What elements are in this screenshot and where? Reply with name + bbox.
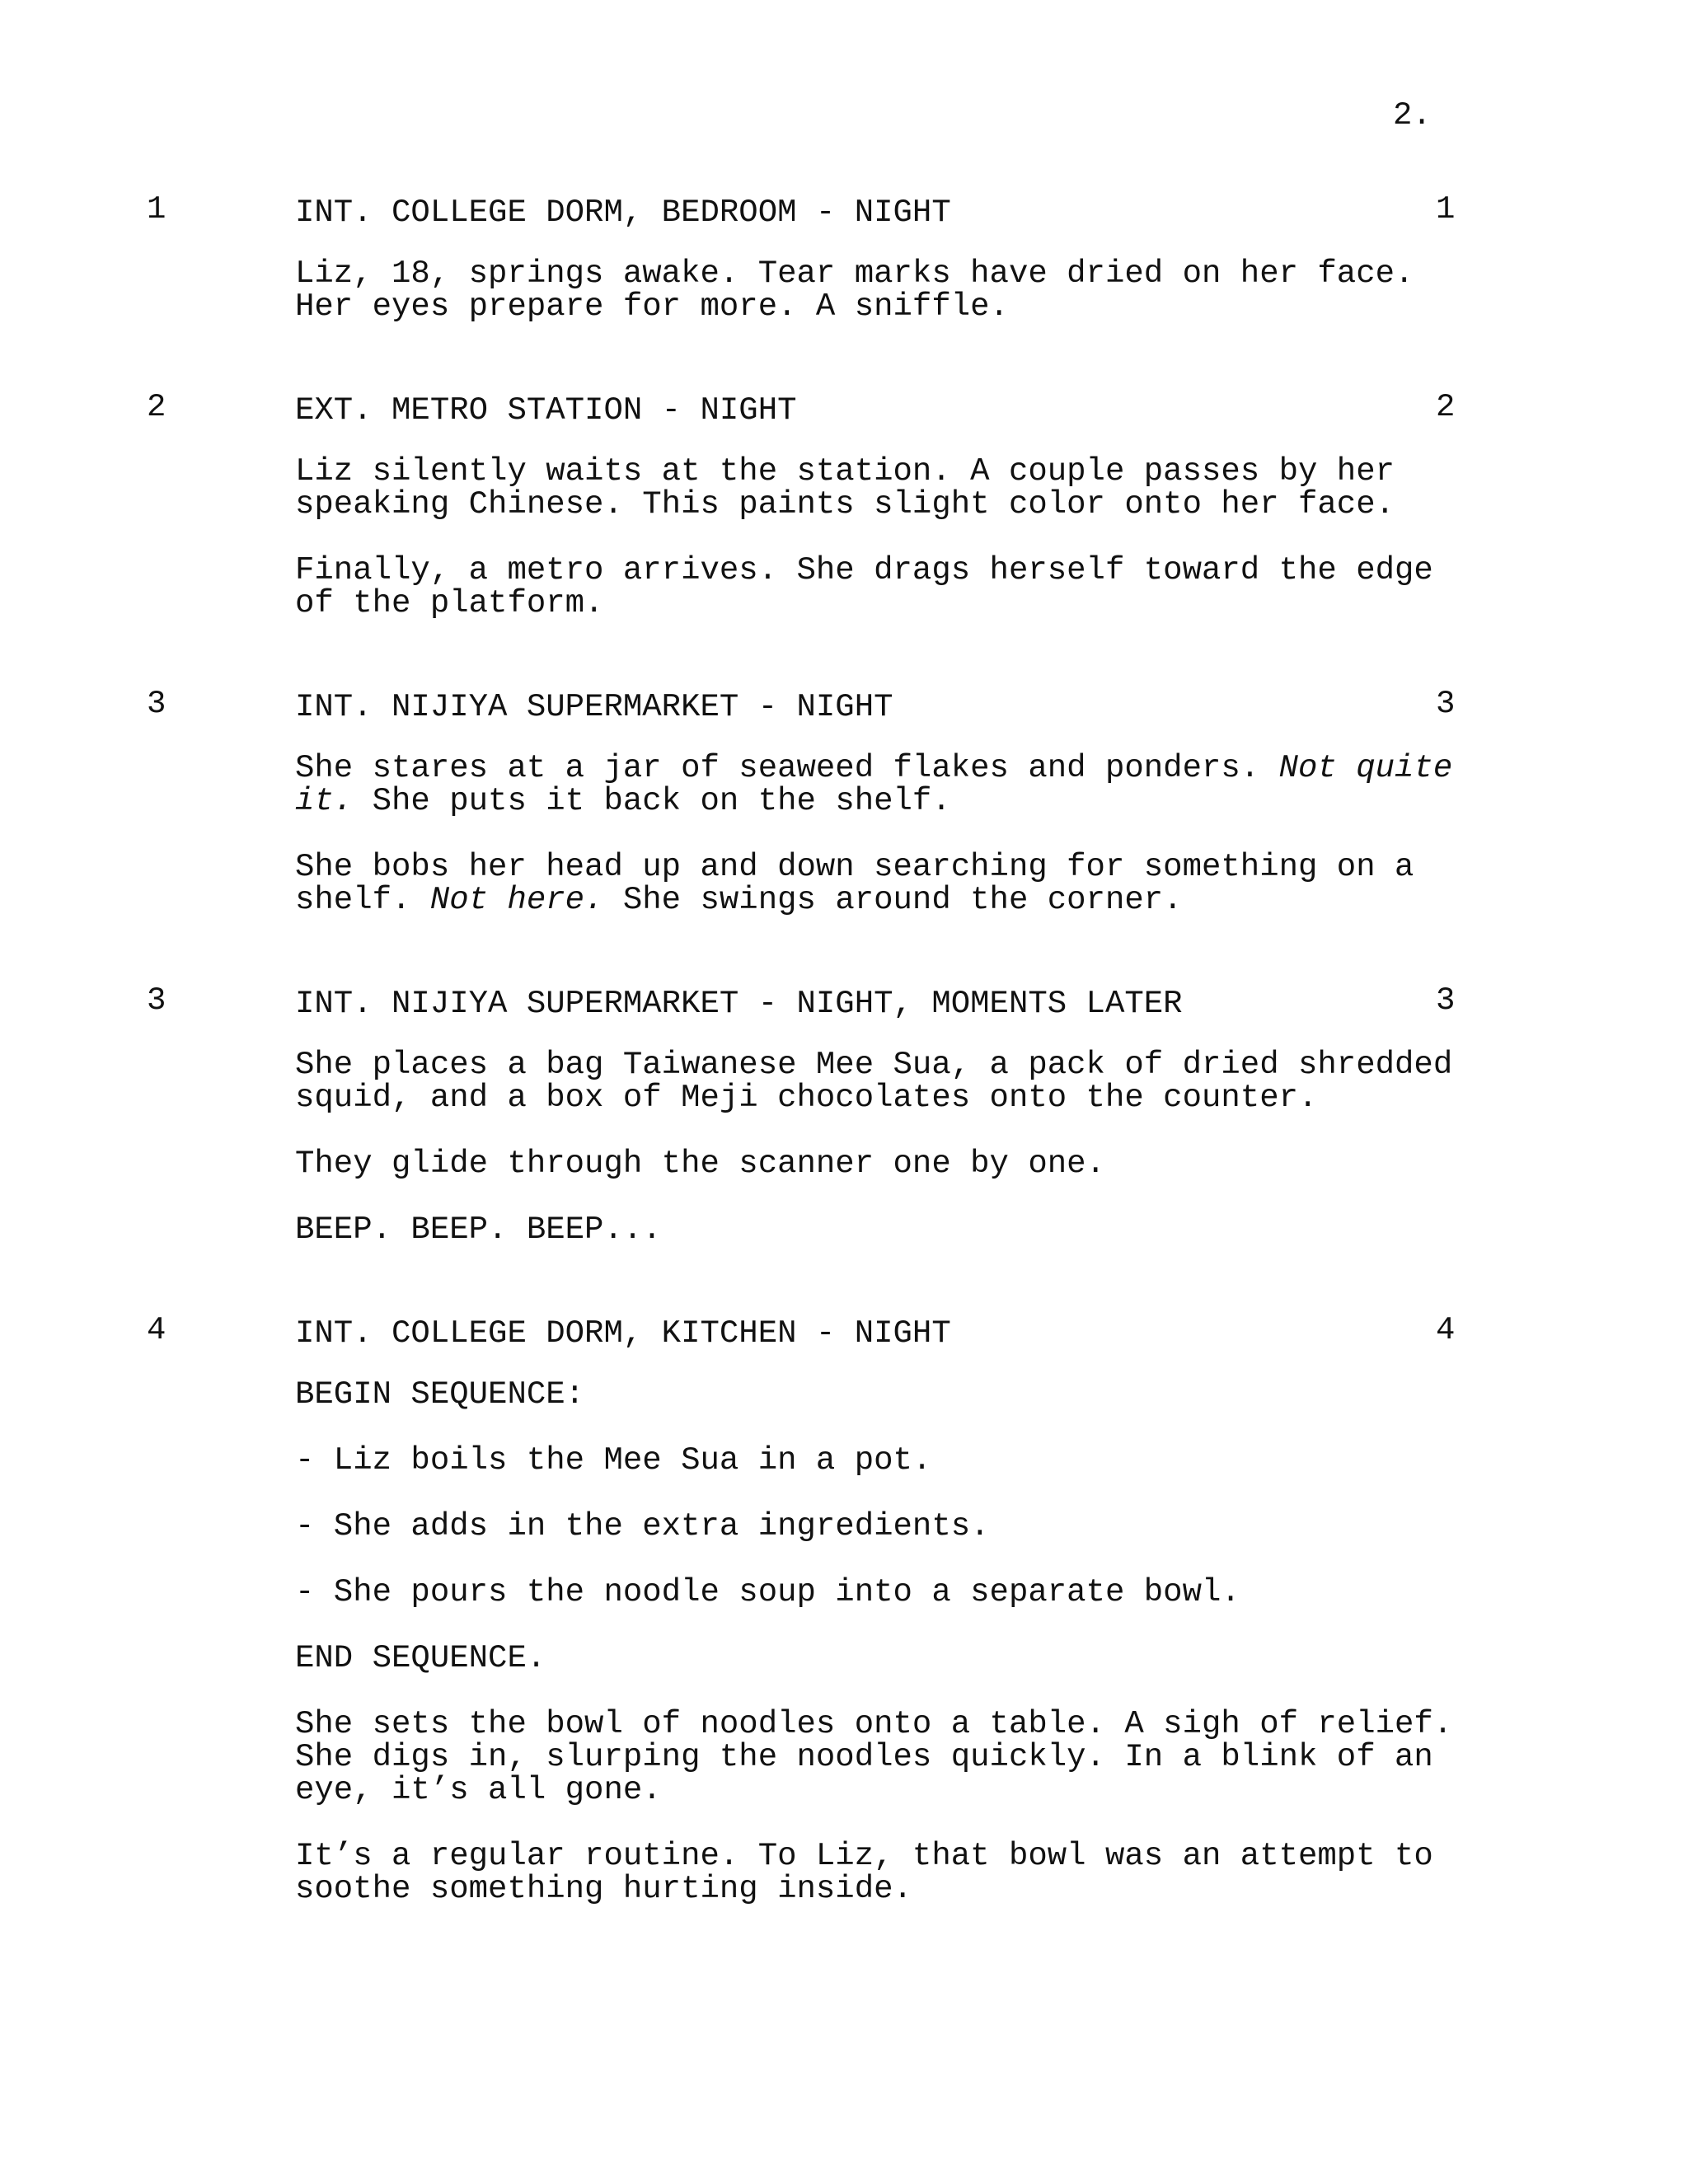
page-number: 2. bbox=[1393, 97, 1432, 134]
action-paragraph bbox=[295, 1147, 1465, 1180]
action-paragraph bbox=[295, 1840, 1465, 1905]
action-paragraph bbox=[295, 1576, 1465, 1609]
action-italic-text: Not here. bbox=[429, 882, 604, 918]
scene-number-right: 2 bbox=[1436, 389, 1456, 425]
scene-heading: INT. COLLEGE DORM, BEDROOM - NIGHT bbox=[295, 194, 951, 231]
action-line: Her eyes prepare for more. A sniffle. bbox=[295, 288, 1009, 325]
action-paragraph bbox=[295, 1048, 1465, 1114]
scene-heading: EXT. METRO STATION - NIGHT bbox=[295, 392, 797, 429]
action-paragraph bbox=[295, 752, 1465, 818]
scene-number-right: 1 bbox=[1436, 191, 1456, 227]
scene-heading: INT. NIJIYA SUPERMARKET - NIGHT, MOMENTS LATER bbox=[295, 986, 1183, 1022]
action-line: BEGIN SEQUENCE: bbox=[295, 1376, 585, 1413]
scene-heading: INT. COLLEGE DORM, KITCHEN - NIGHT bbox=[295, 1315, 951, 1352]
action-line: It’s a regular routine. To Liz, that bowl was an attempt to bbox=[295, 1838, 1433, 1874]
action-line: She sets the bowl of noodles onto a table. A sigh of relief. bbox=[295, 1706, 1453, 1742]
action-paragraph bbox=[295, 257, 1465, 323]
action-italic-text: Not quite bbox=[1278, 750, 1453, 786]
action-paragraph bbox=[295, 1510, 1465, 1543]
scene-number-left: 2 bbox=[147, 389, 166, 425]
action-paragraph bbox=[295, 1708, 1465, 1807]
action-line: END SEQUENCE. bbox=[295, 1640, 546, 1676]
scene-number-right: 4 bbox=[1436, 1312, 1456, 1348]
scene-number-right: 3 bbox=[1436, 686, 1456, 722]
action-text: She stares at a jar of seaweed flakes and ponders. bbox=[295, 750, 1279, 786]
action-paragraph bbox=[295, 1642, 1465, 1675]
action-line: They glide through the scanner one by one. bbox=[295, 1146, 1105, 1182]
action-line: She bobs her head up and down searching for something on a bbox=[295, 849, 1414, 885]
scene-number-left: 1 bbox=[147, 191, 166, 227]
action-paragraph bbox=[295, 1378, 1465, 1411]
action-text: She swings around the corner. bbox=[603, 882, 1183, 918]
action-paragraph bbox=[295, 455, 1465, 521]
scene-heading: INT. NIJIYA SUPERMARKET - NIGHT bbox=[295, 689, 893, 725]
scene-number-left: 3 bbox=[147, 686, 166, 722]
action-line: squid, and a box of Meji chocolates onto the counter. bbox=[295, 1080, 1318, 1116]
action-italic-text: it. bbox=[295, 783, 354, 819]
action-line: Liz silently waits at the station. A couple passes by her bbox=[295, 453, 1395, 490]
action-text: shelf. bbox=[295, 882, 430, 918]
action-paragraph bbox=[295, 554, 1465, 620]
action-line: of the platform. bbox=[295, 585, 604, 621]
action-text: She puts it back on the shelf. bbox=[353, 783, 951, 819]
scene-number-left: 4 bbox=[147, 1312, 166, 1348]
action-line: - Liz boils the Mee Sua in a pot. bbox=[295, 1442, 932, 1479]
action-paragraph bbox=[295, 1444, 1465, 1477]
action-line: - She pours the noodle soup into a separate bowl. bbox=[295, 1574, 1240, 1610]
action-line: Finally, a metro arrives. She drags herself toward the edge bbox=[295, 552, 1433, 588]
scene-number-left: 3 bbox=[147, 982, 166, 1019]
action-line: Liz, 18, springs awake. Tear marks have dried on her face. bbox=[295, 255, 1414, 292]
action-paragraph bbox=[295, 851, 1465, 916]
action-line: She places a bag Taiwanese Mee Sua, a pack of dried shredded bbox=[295, 1047, 1453, 1083]
action-line: speaking Chinese. This paints slight color onto her face. bbox=[295, 486, 1395, 523]
action-line: eye, it’s all gone. bbox=[295, 1772, 662, 1808]
action-line: - She adds in the extra ingredients. bbox=[295, 1508, 990, 1544]
scene-number-right: 3 bbox=[1436, 982, 1456, 1019]
action-paragraph bbox=[295, 1213, 1465, 1246]
action-line: She digs in, slurping the noodles quickly. In a blink of an bbox=[295, 1739, 1433, 1775]
action-line: BEEP. BEEP. BEEP... bbox=[295, 1212, 662, 1248]
action-line: soothe something hurting inside. bbox=[295, 1871, 912, 1907]
